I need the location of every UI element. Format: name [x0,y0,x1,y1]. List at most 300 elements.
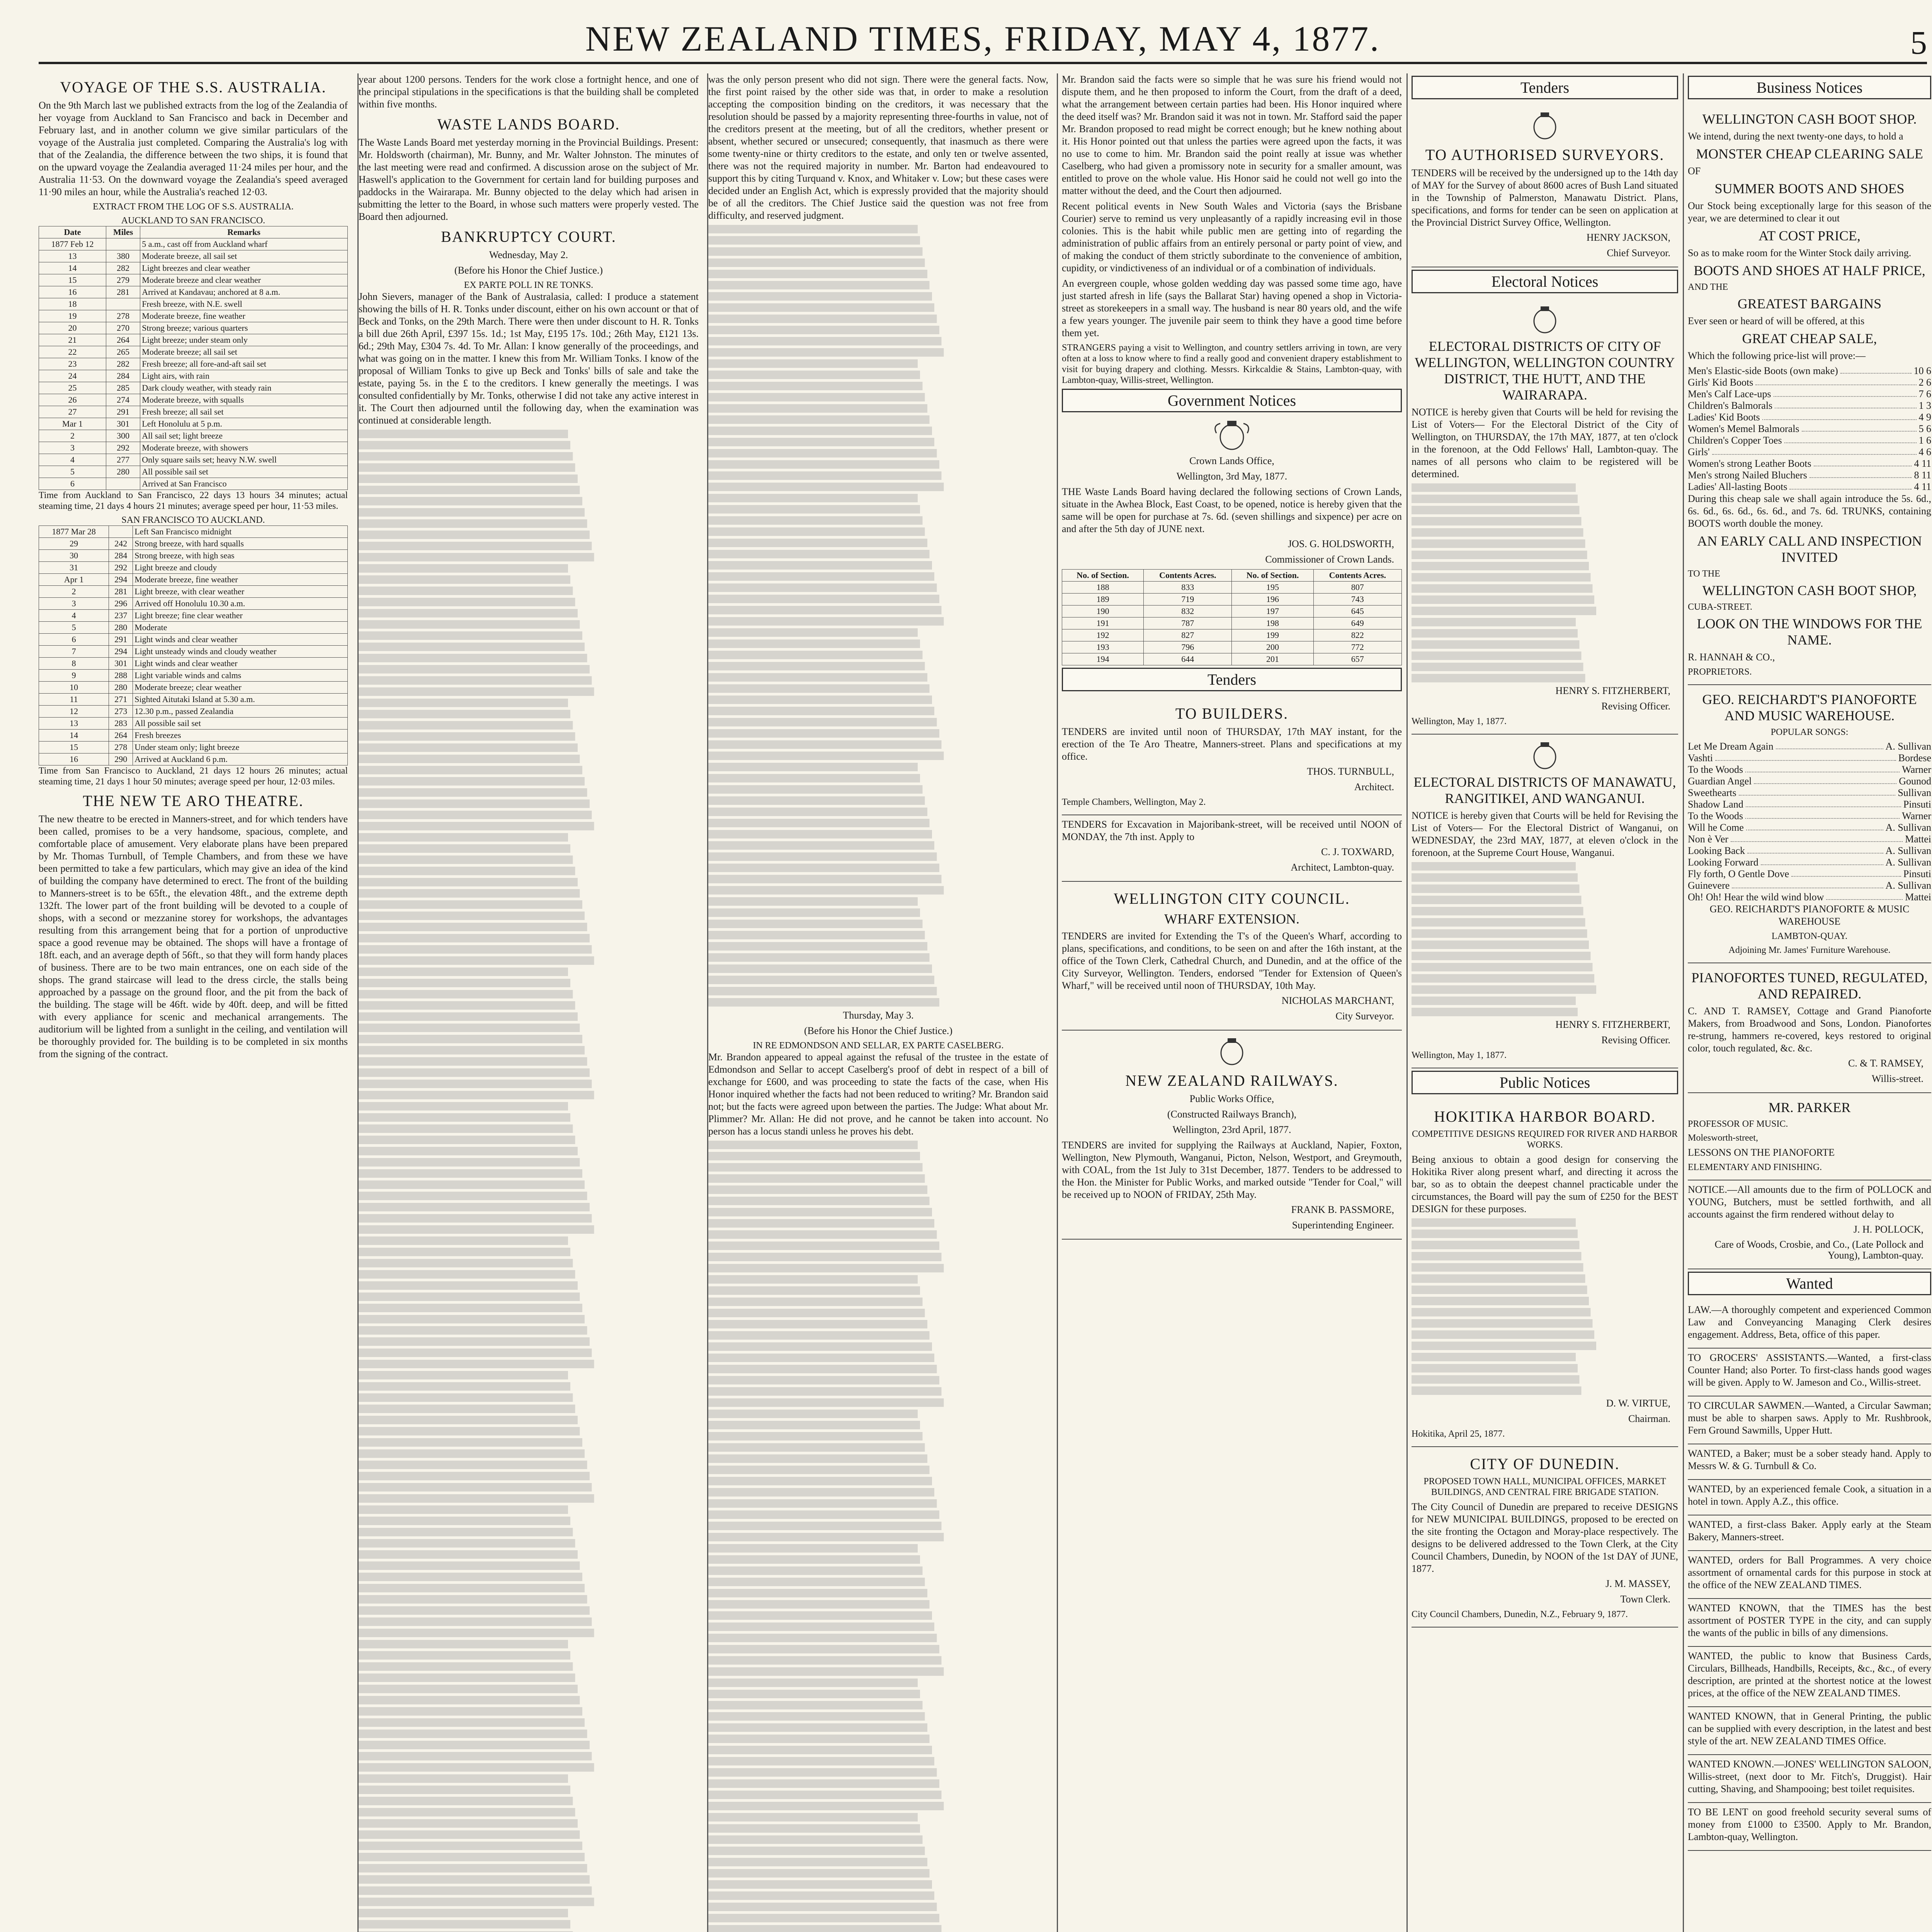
log-cell: All sail set; light breeze [140,430,348,442]
text-line-placeholder [359,1886,692,1895]
text-line-placeholder [708,1264,1045,1272]
electoral-1-text: NOTICE is hereby given that Courts will be held for revising the List of Voters— For the Electoral District of the City of Wellington, on THURSDAY, the 17th MAY, 1877, at ten o'clock in the forenoon, at the Odd Fellows' Hall, Lambton-quay. The names of all persons who claim to be registered will be determined. [1412,406,1678,480]
leader-dots [1774,388,1917,397]
text-line-placeholder [708,337,1041,345]
price-item-price: 8 11 [1914,469,1931,481]
pollock-notice [1688,1180,1931,1269]
text-line-placeholder [359,1662,665,1671]
ramsey-text: C. AND T. RAMSEY, Cottage and Grand Pianoforte Makers, from Broadwood and Sons, London. Pianofortes re-strung, hammers re-covered, keys restored to original color, touch regulated, &c. &c. [1688,1005,1931,1054]
business-notices-header: Business Notices [1688,76,1931,99]
text-line-placeholder [359,1707,678,1716]
surveyors-title: Chief Surveyor. [1607,247,1670,259]
boot-proprietors: PROPRIETORS. [1688,667,1752,677]
text-line-placeholder [708,1141,1007,1149]
text-line-placeholder [1412,618,1646,626]
song-item [1688,752,1931,764]
text-line-placeholder [708,505,1011,514]
log-cell: Light winds and clear weather [133,658,348,670]
court-text: Mr. Brandon appeared to appeal against the refusal of the trustee in the estate of Edmondson and Sellar to accept Caselberg's proof of debt in respect of a bill of exchange for £600, and was proceeding to state the facts of the case, when His Honor inquired whether the facts had not been reduced to writing? Mr. Brandon said not; but the facts were agreed upon between the parties. The Judge: What about Mr. Plimmer? Mr. Allan: He did not prove, and he cannot be taken into account. No person has a locus standi unless he proves his debt. [708,1051,1048,1137]
boot-half-price: BOOTS AND SHOES AT HALF PRICE, [1694,263,1925,278]
text-line-placeholder [359,844,661,853]
text-line-placeholder [359,1561,675,1570]
text-line-placeholder [359,1718,682,1727]
leader-dots [1814,458,1912,466]
text-line-placeholder [708,561,1028,570]
text-line-placeholder [708,1914,1038,1922]
surveyors-text: TENDERS will be received by the undersigned up to the 14th day of MAY for the Survey of about 8600 acres of Bush Land situated in the Township of Palmerston, Manawatu District. Plans, specifications, and forms for tender can be seen on application at the Provincial District Survey Office, Wellington. [1412,167,1678,228]
text-line-placeholder [359,1360,695,1368]
text-line-placeholder [708,259,1018,267]
log-cell: 2 [39,586,109,598]
royal-crest-icon [1209,418,1255,452]
leader-dots [1745,764,1900,772]
city-council-title: City Surveyor. [1335,1010,1394,1022]
text-line-placeholder [708,1566,1014,1575]
leader-dots [1745,810,1900,819]
cash-boot-shop-advert [1688,105,1931,685]
crown-table-cell: 190 [1062,605,1144,617]
text-line-placeholder [1412,495,1649,503]
boot-of: OF [1688,165,1701,177]
crown-table-cell: 201 [1232,653,1313,665]
crown-table-cell: 657 [1313,653,1401,665]
harbour-signature: D. W. VIRTUE, [1606,1398,1670,1409]
log-cell: 13 [39,718,109,730]
table-row [1062,617,1402,629]
song-name: Guinevere [1688,880,1730,891]
wanted-item [1688,1707,1931,1755]
text-line-placeholder [1412,1008,1649,1016]
song-composer: Gounod [1899,776,1931,787]
text-line-placeholder [708,953,1024,962]
text-line-placeholder [708,1298,1014,1306]
table-row [39,358,348,370]
text-line-placeholder [359,878,672,886]
crown-table-cell: 833 [1144,582,1232,594]
text-line-placeholder [1412,562,1665,570]
text-line-placeholder [359,1606,689,1615]
column-1 [39,73,348,1932]
text-line-placeholder [708,449,1035,457]
reichardt-address-2: Adjoining Mr. James' Furniture Warehouse. [1728,945,1891,955]
leader-dots [1840,365,1912,374]
text-line-placeholder [359,1853,682,1861]
log-cell [106,238,140,250]
log-cell: 18 [39,298,106,310]
text-line-placeholder [359,855,665,864]
text-line-placeholder [359,1505,658,1514]
log-cell: 5 [39,622,109,634]
parker-heading: MR. PARKER [1768,1100,1851,1115]
log-cell: Light unsteady winds and cloudy weather [133,646,348,658]
log-cell: Fresh breeze; all fore-and-aft sail set [140,358,348,370]
text-line-placeholder [1412,907,1657,915]
text-line-placeholder [359,699,658,707]
builders-signature: THOS. TURNBULL, [1307,766,1394,777]
surveyors-advert [1412,105,1678,267]
log-cell: 280 [109,682,133,694]
text-line-placeholder [708,281,1024,289]
column-text-continuation [359,430,699,1932]
excavation-text: TENDERS for Excavation in Majoribank-street, will be received until NOON of MONDAY, the 7th inst. Apply to [1062,819,1402,842]
text-line-placeholder [708,718,1035,726]
text-line-placeholder [1412,884,1651,893]
wanted-text: WANTED KNOWN, that the TIMES has the best assortment of POSTER TYPE in the city, and can supply the wants of the public in bills of any dimensions. [1688,1602,1931,1638]
text-line-placeholder [708,1253,1041,1261]
log-cell: Mar 1 [39,418,106,430]
text-line-placeholder [708,292,1028,301]
text-line-placeholder [708,852,1035,861]
text-line-placeholder [708,774,1011,782]
railways-branch: (Constructed Railways Branch), [1167,1109,1297,1120]
text-line-placeholder [708,1645,1038,1653]
text-line-placeholder [359,1102,658,1111]
table-row [1062,582,1402,594]
wanted-text: TO GROCERS' ASSISTANTS.—Wanted, a first-class Counter Hand; also Porter. To first-class hands good wages will be given. Apply to W. Jameson and Co., Willis-street. [1688,1352,1931,1388]
text-line-placeholder [708,415,1024,424]
parker-lessons-2: ELEMENTARY AND FINISHING. [1688,1162,1822,1172]
text-line-placeholder [359,1584,682,1592]
text-line-placeholder [708,1309,1018,1317]
text-line-placeholder [708,595,1038,603]
text-line-placeholder [359,1595,685,1604]
log-cell: 291 [109,634,133,646]
crown-table-header: No. of Section. [1062,570,1144,582]
text-line-placeholder [359,1461,685,1469]
text-line-placeholder [1412,873,1649,882]
log-cell: Moderate breeze, fine weather [133,574,348,586]
price-item [1688,423,1931,435]
text-line-placeholder [708,1219,1031,1228]
wanted-text: WANTED, orders for Ball Programmes. A very choice assortment of ornamental cards for this purpose in stock at the office of the NEW ZEALAND TIMES. [1688,1554,1931,1590]
song-item [1688,776,1931,787]
log-cell: 285 [106,382,140,394]
text-line-placeholder [708,1185,1021,1194]
crown-lands-table [1062,569,1402,665]
text-line-placeholder [708,1488,1031,1497]
text-line-placeholder [359,1483,692,1492]
text-line-placeholder [708,1197,1024,1205]
price-item-name: Ladies' All-lasting Boots [1688,481,1787,492]
wanted-list [1688,1301,1931,1851]
table-row [39,753,348,765]
log-cell: 300 [106,430,140,442]
text-line-placeholder [708,1858,1021,1866]
city-council-signature: NICHOLAS MARCHANT, [1281,995,1394,1006]
text-line-placeholder [708,1275,1007,1284]
leader-dots [1739,787,1896,796]
text-line-placeholder [708,796,1018,805]
crown-table-cell: 645 [1313,605,1401,617]
text-line-placeholder [1412,651,1654,660]
boot-shop-street: CUBA-STREET. [1688,602,1752,612]
price-item [1688,365,1931,377]
city-council-heading: WELLINGTON CITY COUNCIL. [1114,890,1350,907]
song-composer: Warner [1902,764,1931,775]
table-row [1062,653,1402,665]
log-cell: Left Honolulu at 5 p.m. [140,418,348,430]
table-row [39,382,348,394]
table-row [39,550,348,562]
log-header-date: Date [39,226,106,238]
leader-dots [1732,880,1883,888]
leader-dots [1762,412,1917,420]
boot-summer-boots: SUMMER BOOTS AND SHOES [1714,181,1905,196]
table-row [39,454,348,466]
surveyors-heading: TO AUTHORISED SURVEYORS. [1425,146,1665,163]
text-line-placeholder [708,740,1041,749]
log-cell: 16 [39,286,106,298]
wanted-item [1688,1803,1931,1851]
song-name: Vashti [1688,752,1713,764]
wanted-text: WANTED, the public to know that Business Cards, Circulars, Billheads, Handbills, Receipts, &c., &c., of every description, are printed at the shortest notice at the lowest prices, at the office of the NEW ZEALAND TIMES. [1688,1650,1931,1699]
electoral-1-signature: HENRY S. FITZHERBERT, [1555,685,1670,696]
log-cell: Moderate [133,622,348,634]
harbour-subheading: COMPETITIVE DESIGNS REQUIRED FOR RIVER AND HARBOR WORKS. [1412,1129,1678,1150]
log-cell: 282 [106,358,140,370]
log-cell: 301 [109,658,133,670]
song-composer: Warner [1902,810,1931,821]
crown-table-header: Contents Acres. [1313,570,1401,582]
log-cell: 5 a.m., cast off from Auckland wharf [140,238,348,250]
pollock-text: NOTICE.—All amounts due to the firm of POLLOCK and YOUNG, Butchers, must be settled forthwith, and all accounts against the firm rendered without delay to [1688,1184,1931,1220]
price-item-price: 7 6 [1918,388,1931,400]
crown-table-cell: 832 [1144,605,1232,617]
text-line-placeholder [708,471,1041,480]
price-item [1688,469,1931,481]
harbour-date: Hokitika, April 25, 1877. [1412,1429,1505,1439]
text-line-placeholder [359,486,675,494]
electoral-2-heading: ELECTORAL DISTRICTS OF MANAWATU, RANGITIKEI, AND WANGANUI. [1413,774,1676,806]
text-line-placeholder [359,1696,675,1704]
log-cell: Light breeze; under steam only [140,334,348,346]
log-cell: 278 [106,310,140,322]
text-line-placeholder [708,1342,1028,1351]
wanted-item [1688,1647,1931,1707]
log-cell: Under steam only; light breeze [133,742,348,753]
dunedin-title: Town Clerk. [1620,1594,1670,1605]
wanted-text: LAW.—A thoroughly competent and experienced Common Law and Conveyancing Managing Clerk desires engagement. Address, Beta, office of this paper. [1688,1304,1931,1340]
text-line-placeholder [708,897,1007,906]
wanted-text: WANTED KNOWN.—JONES' WELLINGTON SALOON, Willis-street, (next door to Mr. Fitch's, Druggist). Hair cutting, Shaving, and Shampooing; best toilet requisites. [1688,1759,1931,1794]
text-line-placeholder [359,1920,661,1929]
text-line-placeholder [1412,607,1675,615]
log-cell: 8 [39,658,109,670]
text-line-placeholder [359,1640,658,1648]
log-cell: 280 [109,622,133,634]
song-composer: Bordese [1898,752,1931,764]
text-line-placeholder [359,766,678,774]
boot-text-4: Ever seen or heard of will be offered, at this [1688,315,1865,327]
boot-signature: R. HANNAH & CO., [1688,651,1775,663]
song-name: Oh! Oh! Hear the wild wind blow [1688,891,1824,903]
bankruptcy-text: John Sievers, manager of the Bank of Australasia, called: I produce a statement showing the bills of H. R. Tonks under discount, either on his own account or that of Beck and Tonks, on the 29th March. There were then under discount to H. R. Tonks a bill due 26th April, £397 15s. 1d.; 1st May, £195 17s. 10d.; 26th May, £121 13s. 6d.; 29th May, £304 7s. 4d. To Mr. Allan: I know generally of the proceedings, and what was going on in the matter. I knew this from Mr. William Tonks. I know of the proposal of William Tonks to give up Beck and Tonks' bills of sale and take the estate, paying 5s. in the £ to the creditors. I knew generally the meetings. I was consulted confidentially by Mr. Tonks, otherwise I did not take any active interest in it. The Court then adjourned until the following day, when the examination was continued at considerable length. [359,291,699,426]
price-item-price: 5 6 [1918,423,1931,434]
price-item [1688,446,1931,458]
text-line-placeholder [359,1270,668,1279]
city-council-subheading: WHARF EXTENSION. [1164,911,1299,927]
table-row [39,442,348,454]
log-cell: 14 [39,262,106,274]
text-line-placeholder [708,1544,1007,1553]
crown-lands-text: THE Waste Lands Board having declared the following sections of Crown Lands, situate in the Awhea Block, East Coast, to be opened, notice is hereby given that the same will be open for purchase at 7s. 6d. (seven shillings and sixpence) per acre on and after the 5th day of JUNE next. [1062,486,1402,534]
intro-text: year about 1200 persons. Tenders for the work close a fortnight hence, and one of the principal stipulations in the specifications is that the building shall be completed within five months. [359,74,699,110]
text-line-placeholder [1412,1263,1657,1272]
log-header-miles: Miles [106,226,140,238]
text-line-placeholder [359,1416,672,1424]
song-name: Sweethearts [1688,787,1736,798]
crown-table-cell: 189 [1062,594,1144,605]
price-item [1688,412,1931,423]
song-item [1688,891,1931,903]
text-line-placeholder [1412,629,1649,638]
text-line-placeholder [359,1046,682,1054]
text-line-placeholder [359,1786,661,1794]
log-cell: 10 [39,682,109,694]
text-line-placeholder [359,721,665,730]
text-line-placeholder [708,785,1014,794]
crown-table-cell: 772 [1313,641,1401,653]
price-item-name: Men's Calf Lace-ups [1688,388,1771,400]
text-line-placeholder [708,651,1014,659]
wanted-text: WANTED, a Baker; must be a sober steady hand. Apply to Messrs W. & G. Turnbull & Co. [1688,1448,1931,1471]
log-cell: 13 [39,250,106,262]
text-line-placeholder [708,1477,1028,1485]
log-subtitle-1: AUCKLAND TO SAN FRANCISCO. [121,216,265,226]
boot-and-the: AND THE [1688,282,1728,292]
text-line-placeholder [708,527,1018,536]
text-line-placeholder [359,956,695,965]
crown-table-cell: 827 [1144,629,1232,641]
text-line-placeholder [708,1432,1014,1440]
log-cell: 1877 Feb 12 [39,238,106,250]
text-line-placeholder [708,1522,1041,1530]
text-line-placeholder [708,516,1014,525]
price-item-price: 4 11 [1914,458,1931,469]
text-line-placeholder [708,1891,1031,1900]
text-line-placeholder [359,1113,661,1122]
dunedin-subheading: PROPOSED TOWN HALL, MUNICIPAL OFFICES, MARKET BUILDINGS, AND CENTRAL FIRE BRIGADE STATION. [1423,1476,1666,1497]
text-line-placeholder [359,1550,672,1559]
text-line-placeholder [359,497,678,505]
text-line-placeholder [359,822,695,830]
tenders-header: Tenders [1062,668,1402,691]
text-line-placeholder [708,1410,1007,1418]
theatre-article-text: The new theatre to be erected in Manners-street, and for which tenders have been called, promises to be a very handsome, spacious, complete, and comfortable place of amusement. Very elaborate plans have been prepared by Mr. Thomas Turnbull, of Temple Chambers, and from these we have been permitted to take a few particulars, which may give an idea of the kind of building the company have determined to erect. The front of the building to Manners-street is to be 65ft., the elevation 48ft., and the extreme depth 132ft. The lower part of the front building will be devoted to a couple of shops, with a second or mezzanine storey for workshops, the advantages resulting from this arrangement being that for a portion of unproductive space a good revenue may be obtained. The shops will have a frontage of 18ft. each, and an average depth of 56ft., so that they will form handy places of business. There are to be two main entrances, one on each side of the shops. The grand staircase will lead to the dress circle, the stalls being approached by a passage on the ground floor, and the pit from the back of the building. The stage will be 46ft. wide by 40ft. deep, and will be fitted with every appliance for scenic and mechanical arrangements. The auditorium will be lighted from a sunlight in the ceiling, and ventilation will be thoroughly provided for. The building is to be completed in six months from the signing of the contract. [39,813,348,1060]
log-cell: Moderate breeze, fine weather [140,310,348,322]
log-cell: Left San Francisco midnight [133,526,348,538]
text-line-placeholder [359,1797,665,1805]
crown-table-cell: 197 [1232,605,1313,617]
log-cell: 22 [39,346,106,358]
text-line-placeholder [708,1208,1028,1216]
text-line-placeholder [708,808,1021,816]
text-line-placeholder [359,1214,692,1223]
table-row [39,250,348,262]
text-line-placeholder [708,1242,1038,1250]
text-line-placeholder [359,1763,695,1772]
builders-text: TENDERS are invited until noon of THURSDAY, 17th MAY instant, for the erection of the Te Aro Theatre, Manners-street. Plans and specifications at my office. [1062,726,1402,762]
electoral-1-date: Wellington, May 1, 1877. [1412,716,1507,726]
song-name: Looking Back [1688,845,1745,856]
builders-advert [1062,697,1402,815]
text-line-placeholder [1412,940,1665,949]
text-line-placeholder [359,587,665,595]
text-line-placeholder [1412,1308,1667,1316]
leader-dots [1789,481,1912,490]
crown-table-header: Contents Acres. [1144,570,1232,582]
log-cell: 284 [109,550,133,562]
table-row [39,718,348,730]
dunedin-advert [1412,1447,1678,1628]
log-cell: Moderate breeze; all sail set [140,346,348,358]
table-row [39,334,348,346]
text-line-placeholder [708,987,1035,995]
log-cell: Strong breeze; various quarters [140,322,348,334]
table-row [39,466,348,478]
log-cell: 14 [39,730,109,742]
song-name: Let Me Dream Again [1688,741,1774,752]
text-line-placeholder [1412,1319,1670,1328]
text-line-placeholder [1412,896,1654,904]
text-line-placeholder [708,931,1018,939]
parker-lessons: LESSONS ON THE PIANOFORTE [1688,1147,1835,1158]
log-cell: 3 [39,598,109,610]
newspaper-title: NEW ZEALAND TIMES, FRIDAY, MAY 4, 1877. [585,19,1381,58]
text-line-placeholder [708,1712,1018,1721]
column-text-continuation [1412,862,1678,1016]
railways-advert [1062,1031,1402,1240]
text-line-placeholder [359,1001,668,1010]
text-line-placeholder [1412,985,1675,994]
text-line-placeholder [708,315,1035,323]
theatre-article-heading: THE NEW TE ARO THEATRE. [83,792,304,810]
electoral-2-signature: HENRY S. FITZHERBERT, [1555,1019,1670,1030]
dunedin-heading: CITY OF DUNEDIN. [1470,1455,1620,1473]
log-cell: 292 [109,562,133,574]
text-line-placeholder [359,1730,685,1738]
text-line-placeholder [359,598,668,606]
table-row [39,646,348,658]
wanted-text: WANTED, a first-class Baker. Apply early at the Steam Bakery, Manners-street. [1688,1519,1931,1543]
wanted-text: WANTED, by an experienced female Cook, a situation in a hotel in town. Apply A.Z., this office. [1688,1483,1931,1507]
text-line-placeholder [359,1830,675,1839]
electoral-notice-1 [1412,299,1678,735]
reichardt-address: LAMBTON-QUAY. [1771,931,1848,941]
text-line-placeholder [708,427,1028,435]
crown-table-header: No. of Section. [1232,570,1313,582]
electoral-2-title: Revising Officer. [1601,1034,1670,1046]
wanted-item [1688,1599,1931,1647]
text-line-placeholder [708,1869,1024,1878]
text-line-placeholder [359,1080,692,1088]
table-row [39,598,348,610]
text-line-placeholder [359,553,695,561]
text-line-placeholder [708,225,1007,233]
log-cell: Moderate breeze, all sail set [140,250,348,262]
text-line-placeholder [359,542,692,550]
log-cell: 271 [109,694,133,706]
leader-dots [1761,857,1883,865]
column-text-continuation [708,225,1048,1007]
text-line-placeholder [708,942,1021,951]
log-cell: 281 [106,286,140,298]
wanted-item [1688,1515,1931,1551]
text-line-placeholder [708,1578,1018,1586]
leader-dots [1802,423,1917,432]
log-cell [106,478,140,490]
table-row [39,658,348,670]
